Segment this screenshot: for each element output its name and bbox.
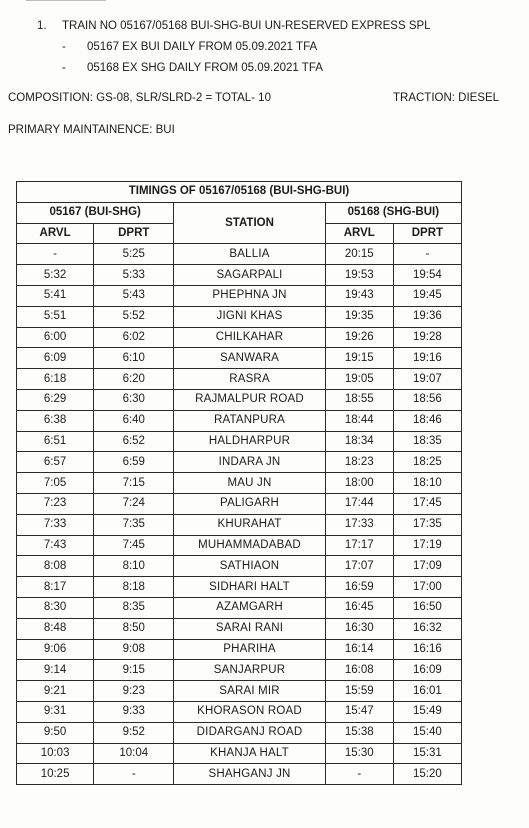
arvl-05168: 17:07 (325, 556, 393, 577)
station-name: SAGARPALI (174, 265, 325, 286)
station-name: INDARA JN (174, 452, 325, 473)
dprt-05168: 17:35 (393, 514, 461, 535)
arvl-05168: 16:59 (325, 577, 393, 598)
arvl-05167: 5:51 (17, 306, 94, 327)
station-name: RAJMALPUR ROAD (174, 389, 325, 410)
dprt-05167: 6:20 (94, 369, 174, 390)
arvl-05168: 18:00 (325, 473, 393, 494)
arvl-05168: 19:26 (325, 327, 393, 348)
dprt-05167: - (94, 764, 174, 785)
dprt-05167: 5:43 (94, 285, 174, 306)
table-row (17, 410, 462, 431)
table-row (17, 681, 462, 702)
dprt-05167: 8:50 (94, 618, 174, 639)
dprt-header: DPRT (393, 223, 461, 244)
dprt-05168: 19:45 (393, 285, 461, 306)
table-row (17, 660, 462, 681)
station-name: DIDARGANJ ROAD (174, 722, 325, 743)
dprt-05168: 16:01 (393, 681, 461, 702)
dprt-05168: 15:31 (393, 743, 461, 764)
dprt-05167: 5:52 (94, 306, 174, 327)
dprt-05168: 19:07 (393, 369, 461, 390)
dprt-05168: 18:35 (393, 431, 461, 452)
arvl-05168: 16:08 (325, 660, 393, 681)
station-name: RASRA (174, 369, 325, 390)
arvl-05168: 18:55 (325, 389, 393, 410)
dprt-05168: 15:49 (393, 701, 461, 722)
station-name: CHILKAHAR (174, 327, 325, 348)
dprt-05168: 18:46 (393, 410, 461, 431)
station-name: SARAI RANI (174, 618, 325, 639)
arvl-05167: 9:21 (17, 681, 94, 702)
table-row (17, 722, 462, 743)
arvl-05167: 8:30 (17, 597, 94, 618)
table-row (17, 473, 462, 494)
dprt-05168: 18:25 (393, 452, 461, 473)
dprt-05168: 19:28 (393, 327, 461, 348)
dprt-05167: 5:25 (94, 244, 174, 265)
arvl-05168: 17:17 (325, 535, 393, 556)
arvl-05168: 17:33 (325, 514, 393, 535)
dprt-05168: 17:09 (393, 556, 461, 577)
table-row (17, 701, 462, 722)
table-row (17, 577, 462, 598)
arvl-05167: 8:17 (17, 577, 94, 598)
station-name: KHORASON ROAD (174, 701, 325, 722)
station-name: PALIGARH (174, 493, 325, 514)
dprt-05167: 5:33 (94, 265, 174, 286)
table-row (17, 493, 462, 514)
arvl-header: ARVL (325, 223, 393, 244)
bullet-text: 05167 EX BUI DAILY FROM 05.09.2021 TFA (87, 41, 318, 53)
arvl-05167: 7:23 (17, 493, 94, 514)
scan-edge-mark (26, 0, 106, 5)
arvl-05168: 18:23 (325, 452, 393, 473)
dprt-05168: 16:32 (393, 618, 461, 639)
dprt-05167: 8:35 (94, 597, 174, 618)
dprt-05167: 6:10 (94, 348, 174, 369)
arvl-05167: 5:41 (17, 285, 94, 306)
item-number: 1. (37, 20, 47, 32)
arvl-05168: 15:59 (325, 681, 393, 702)
right-group-header: 05168 (SHG-BUI) (325, 202, 461, 223)
arvl-05167: 7:33 (17, 514, 94, 535)
dprt-05168: 16:09 (393, 660, 461, 681)
dprt-05167: 6:52 (94, 431, 174, 452)
dprt-05168: 16:50 (393, 597, 461, 618)
dprt-05168: 19:36 (393, 306, 461, 327)
table-row (17, 535, 462, 556)
maintenance-text: PRIMARY MAINTAINENCE: BUI (8, 124, 175, 136)
table-row (17, 639, 462, 660)
train-title: TRAIN NO 05167/05168 BUI-SHG-BUI UN-RESERVED EXPRESS SPL (62, 20, 431, 32)
arvl-05167: 6:18 (17, 369, 94, 390)
arvl-05168: - (325, 764, 393, 785)
bullet-text: 05168 EX SHG DAILY FROM 05.09.2021 TFA (87, 62, 323, 74)
arvl-05168: 19:05 (325, 369, 393, 390)
dprt-05168: 16:16 (393, 639, 461, 660)
arvl-05167: 7:43 (17, 535, 94, 556)
dprt-05167: 8:18 (94, 577, 174, 598)
arvl-05168: 15:30 (325, 743, 393, 764)
dprt-05168: 17:00 (393, 577, 461, 598)
table-row (17, 306, 462, 327)
dprt-05167: 7:45 (94, 535, 174, 556)
bullet-dash: - (62, 62, 66, 74)
dprt-05167: 9:23 (94, 681, 174, 702)
arvl-05167: 9:14 (17, 660, 94, 681)
timetable-caption: TIMINGS OF 05167/05168 (BUI-SHG-BUI) (17, 182, 462, 203)
bullet-05168 (62, 62, 323, 74)
arvl-05168: 19:53 (325, 265, 393, 286)
timetable (16, 181, 462, 785)
table-row (17, 597, 462, 618)
dprt-05167: 9:15 (94, 660, 174, 681)
table-row (17, 285, 462, 306)
dprt-05167: 6:30 (94, 389, 174, 410)
table-row (17, 348, 462, 369)
dprt-05167: 9:33 (94, 701, 174, 722)
station-name: PHEPHNA JN (174, 285, 325, 306)
table-row (17, 389, 462, 410)
dprt-05167: 7:15 (94, 473, 174, 494)
station-name: PHARIHA (174, 639, 325, 660)
dprt-05168: 15:40 (393, 722, 461, 743)
arvl-05167: 6:00 (17, 327, 94, 348)
table-row (17, 618, 462, 639)
arvl-05168: 19:35 (325, 306, 393, 327)
table-row (17, 556, 462, 577)
arvl-05167: 9:06 (17, 639, 94, 660)
dprt-05167: 10:04 (94, 743, 174, 764)
table-row (17, 327, 462, 348)
composition-text: COMPOSITION: GS-08, SLR/SLRD-2 = TOTAL- 10 (8, 92, 271, 104)
arvl-05168: 16:45 (325, 597, 393, 618)
arvl-05168: 19:43 (325, 285, 393, 306)
dprt-header: DPRT (94, 223, 174, 244)
arvl-05167: 6:57 (17, 452, 94, 473)
timetable-body (17, 244, 462, 785)
station-name: SANWARA (174, 348, 325, 369)
station-name: MAU JN (174, 473, 325, 494)
table-row (17, 431, 462, 452)
arvl-05167: 8:48 (17, 618, 94, 639)
bullet-dash: - (62, 41, 66, 53)
dprt-05167: 6:59 (94, 452, 174, 473)
dprt-05168: 18:10 (393, 473, 461, 494)
station-name: MUHAMMADABAD (174, 535, 325, 556)
table-row (17, 514, 462, 535)
table-row (17, 764, 462, 785)
station-name: RATANPURA (174, 410, 325, 431)
dprt-05168: 19:54 (393, 265, 461, 286)
arvl-05167: 5:32 (17, 265, 94, 286)
arvl-05168: 16:14 (325, 639, 393, 660)
dprt-05168: 17:19 (393, 535, 461, 556)
arvl-05167: 10:03 (17, 743, 94, 764)
dprt-05167: 9:52 (94, 722, 174, 743)
table-row (17, 743, 462, 764)
dprt-05168: 15:20 (393, 764, 461, 785)
arvl-05168: 16:30 (325, 618, 393, 639)
arvl-05167: - (17, 244, 94, 265)
dprt-05167: 6:02 (94, 327, 174, 348)
station-name: SIDHARI HALT (174, 577, 325, 598)
arvl-05168: 15:47 (325, 701, 393, 722)
arvl-05167: 6:09 (17, 348, 94, 369)
table-row (17, 452, 462, 473)
arvl-05167: 8:08 (17, 556, 94, 577)
arvl-05167: 9:31 (17, 701, 94, 722)
station-name: KHURAHAT (174, 514, 325, 535)
arvl-05167: 6:29 (17, 389, 94, 410)
bullet-05167 (62, 41, 317, 53)
arvl-05167: 9:50 (17, 722, 94, 743)
dprt-05168: 19:16 (393, 348, 461, 369)
table-row (17, 265, 462, 286)
table-row (17, 369, 462, 390)
station-name: AZAMGARH (174, 597, 325, 618)
station-name: BALLIA (174, 244, 325, 265)
dprt-05168: 18:56 (393, 389, 461, 410)
arvl-05168: 17:44 (325, 493, 393, 514)
station-name: HALDHARPUR (174, 431, 325, 452)
arvl-05167: 7:05 (17, 473, 94, 494)
station-header: STATION (174, 202, 325, 244)
arvl-05168: 15:38 (325, 722, 393, 743)
dprt-05168: 17:45 (393, 493, 461, 514)
arvl-05168: 19:15 (325, 348, 393, 369)
arvl-header: ARVL (17, 223, 94, 244)
dprt-05168: - (393, 244, 461, 265)
arvl-05168: 20:15 (325, 244, 393, 265)
station-name: SHAHGANJ JN (174, 764, 325, 785)
arvl-05167: 10:25 (17, 764, 94, 785)
station-name: SANJARPUR (174, 660, 325, 681)
arvl-05168: 18:44 (325, 410, 393, 431)
station-name: SATHIAON (174, 556, 325, 577)
table-row (17, 244, 462, 265)
dprt-05167: 7:24 (94, 493, 174, 514)
station-name: KHANJA HALT (174, 743, 325, 764)
station-name: SARAI MIR (174, 681, 325, 702)
dprt-05167: 8:10 (94, 556, 174, 577)
arvl-05168: 18:34 (325, 431, 393, 452)
arvl-05167: 6:51 (17, 431, 94, 452)
station-name: JIGNI KHAS (174, 306, 325, 327)
left-group-header: 05167 (BUI-SHG) (17, 202, 174, 223)
dprt-05167: 9:08 (94, 639, 174, 660)
dprt-05167: 6:40 (94, 410, 174, 431)
arvl-05167: 6:38 (17, 410, 94, 431)
dprt-05167: 7:35 (94, 514, 174, 535)
traction-text: TRACTION: DIESEL (393, 92, 500, 104)
